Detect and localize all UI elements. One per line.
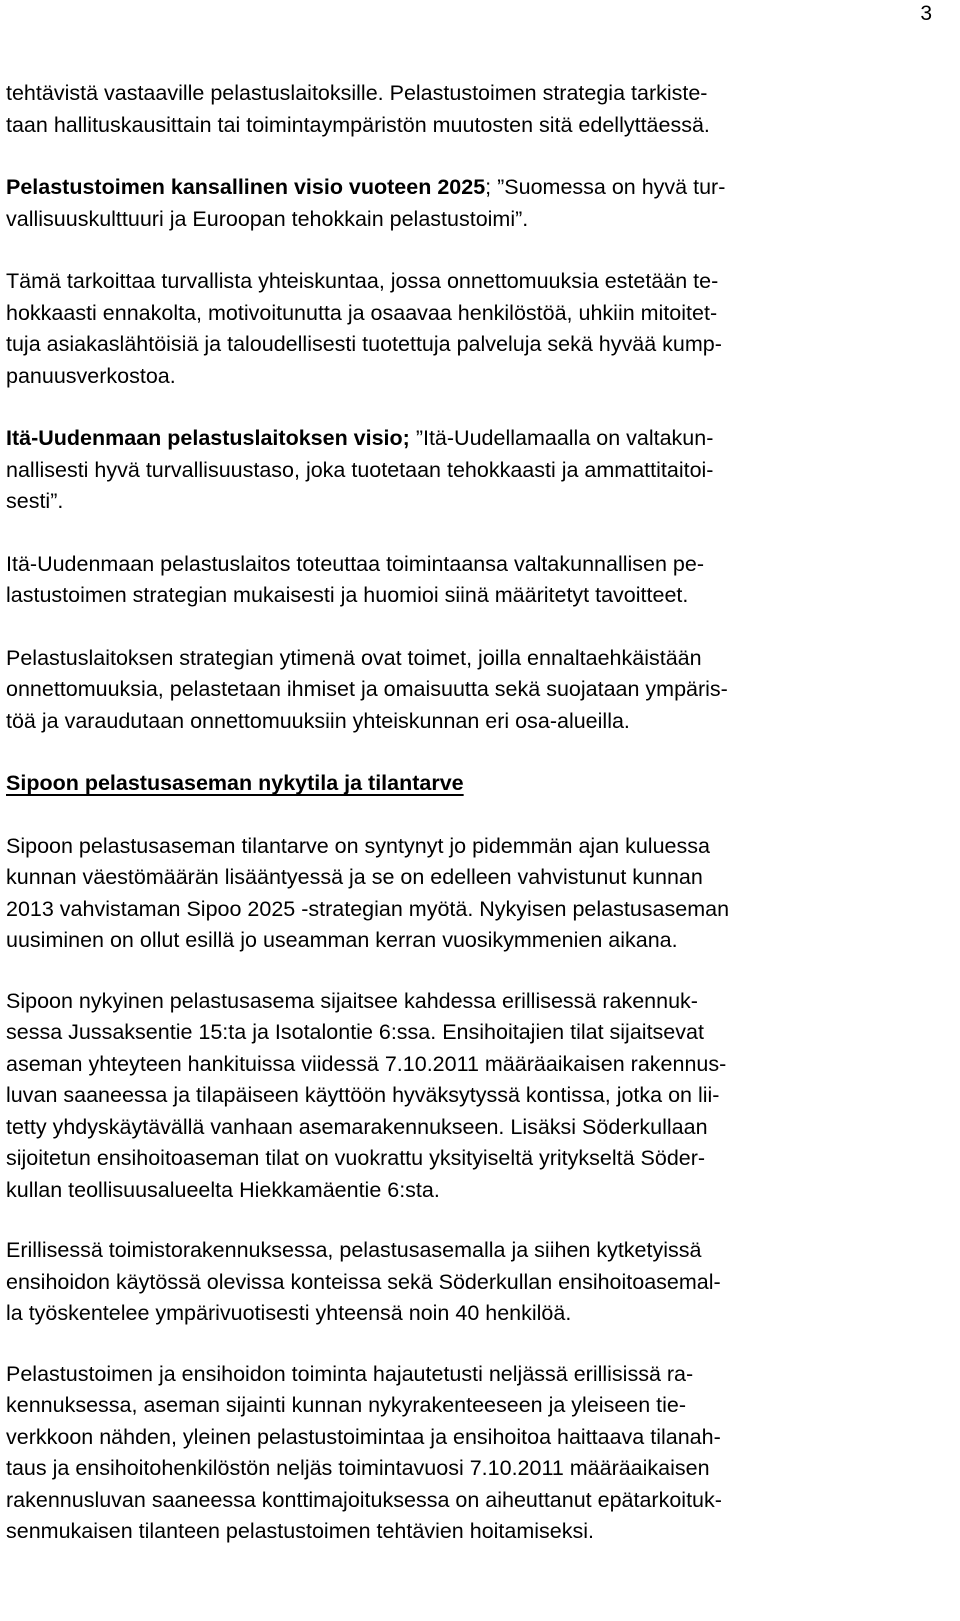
text-line: vallisuuskulttuuri ja Euroopan tehokkain pelastustoimi”. <box>6 206 529 231</box>
text-line: onnettomuuksia, pelastetaan ihmiset ja omaisuutta sekä suojataan ympäris- <box>6 677 728 701</box>
text-line: kunnan väestömäärän lisääntyessä ja se on edelleen vahvistunut kunnan <box>6 865 703 889</box>
paragraph-situation <box>6 1359 912 1548</box>
text-line: verkkoon nähden, yleinen pelastustoimintaa ja ensihoitoa haittaava tilanah- <box>6 1424 721 1449</box>
paragraph-regional-vision <box>6 423 912 518</box>
text-line: rakennusluvan saaneessa konttimajoituksessa on aiheuttanut epätarkoituk- <box>6 1487 722 1512</box>
text-line: Pelastustoimen ja ensihoidon toiminta hajautetusti neljässä erillisissä ra- <box>6 1361 694 1386</box>
paragraph-strategy <box>6 78 912 141</box>
regional-vision-text: ”Itä-Uudellamaalla on valtakun- <box>409 426 714 450</box>
document-body <box>6 78 912 1548</box>
text-line: Sipoon nykyinen pelastusasema sijaitsee kahdessa erillisessä rakennuk- <box>6 988 698 1013</box>
text-line: sesti”. <box>6 489 64 513</box>
paragraph-current-station <box>6 986 912 1207</box>
paragraph-national-vision <box>6 172 912 235</box>
paragraph-staff <box>6 1235 912 1330</box>
text-line: Sipoon pelastusaseman tilantarve on syntynyt jo pidemmän ajan kuluessa <box>6 833 710 858</box>
text-line <box>6 423 912 455</box>
text-line: uusiminen on ollut esillä jo useamman kerran vuosikymmenien aikana. <box>6 928 678 952</box>
paragraph-space-need <box>6 831 912 957</box>
text-line: Pelastuslaitoksen strategian ytimenä ovat toimet, joilla ennaltaehkäistään <box>6 645 702 670</box>
section-heading: Sipoon pelastusaseman nykytila ja tilantarve <box>6 771 464 795</box>
paragraph-vision-meaning <box>6 266 912 392</box>
text-line: tuja asiakaslähtöisiä ja taloudellisesti tuotettuja palveluja sekä hyvää kump- <box>6 332 722 356</box>
paragraph-strategy-core <box>6 643 912 738</box>
text-line: luvan saaneessa ja tilapäiseen käyttöön hyväksytyssä kontissa, jotka on lii- <box>6 1083 720 1107</box>
text-line: taan hallituskausittain tai toimintaympäristön muutosten sitä edellyttäessä. <box>6 112 710 137</box>
text-line: Itä-Uudenmaan pelastuslaitos toteuttaa toimintaansa valtakunnallisen pe- <box>6 551 704 576</box>
text-line: töä ja varaudutaan onnettomuuksiin yhteiskunnan eri osa-alueilla. <box>6 708 630 733</box>
text-line: sijoitetun ensihoitoaseman tilat on vuokrattu yksityiseltä yritykseltä Söder- <box>6 1146 706 1170</box>
page-number: 3 <box>920 2 932 25</box>
text-line: kennuksessa, aseman sijainti kunnan nykyrakenteeseen ja yleiseen tie- <box>6 1393 687 1417</box>
text-line: nallisesti hyvä turvallisuustaso, joka tuotetaan tehokkaasti ja ammattitaitoi- <box>6 457 714 482</box>
text-line: Erillisessä toimistorakennuksessa, pelastusasemalla ja siihen kytketyissä <box>6 1238 702 1262</box>
text-line: hokkaasti ennakolta, motivoitunutta ja osaavaa henkilöstöä, uhkiin mitoitet- <box>6 300 718 325</box>
national-vision-label: Pelastustoimen kansallinen visio vuoteen 2025 <box>6 175 486 199</box>
text-line: tehtävistä vastaaville pelastuslaitoksille. Pelastustoimen strategia tarkiste- <box>6 81 708 105</box>
text-line: lastustoimen strategian mukaisesti ja huomioi siinä määritetyt tavoitteet. <box>6 583 689 607</box>
text-line: sessa Jussaksentie 15:ta ja Isotalontie 6:ssa. Ensihoitajien tilat sijaitsevat <box>6 1020 704 1044</box>
text-line: kullan teollisuusalueelta Hiekkamäentie 6:sta. <box>6 1177 440 1202</box>
text-line: 2013 vahvistaman Sipoo 2025 -strategian myötä. Nykyisen pelastusaseman <box>6 896 730 921</box>
text-line: tetty yhdyskäytävällä vanhaan asemarakennukseen. Lisäksi Söderkullaan <box>6 1114 708 1139</box>
paragraph-regional-strategy <box>6 549 912 612</box>
text-line: senmukaisen tilanteen pelastustoimen tehtävien hoitamiseksi. <box>6 1519 594 1543</box>
text-line <box>6 172 912 204</box>
text-line: panuusverkostoa. <box>6 363 176 388</box>
national-vision-text: ; ”Suomessa on hyvä tur- <box>485 175 726 199</box>
text-line: ensihoidon käytössä olevissa konteissa sekä Söderkullan ensihoitoasemal- <box>6 1269 721 1294</box>
text-line: aseman yhteyteen hankituissa viidessä 7.10.2011 määräaikaisen rakennus- <box>6 1051 727 1076</box>
text-line: Tämä tarkoittaa turvallista yhteiskuntaa, jossa onnettomuuksia estetään te- <box>6 269 719 293</box>
regional-vision-label: Itä-Uudenmaan pelastuslaitoksen visio; <box>6 426 410 450</box>
text-line: la työskentelee ympärivuotisesti yhteensä noin 40 henkilöä. <box>6 1301 572 1325</box>
text-line: taus ja ensihoitohenkilöstön neljäs toimintavuosi 7.10.2011 määräaikaisen <box>6 1456 710 1480</box>
